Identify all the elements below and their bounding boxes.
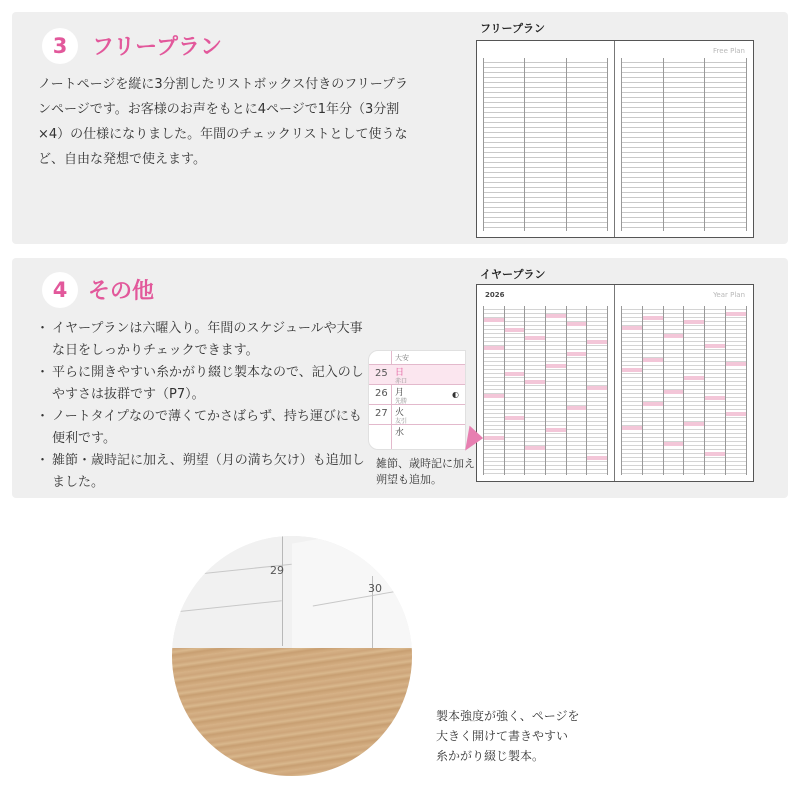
month-grid-left <box>483 306 608 475</box>
binding-photo <box>172 536 412 776</box>
feature-list <box>38 318 388 494</box>
section-number-badge: 3 <box>42 28 78 64</box>
zoom-row: 水 <box>395 428 405 438</box>
wooden-table <box>172 648 412 776</box>
section-title: フリープラン <box>92 35 223 60</box>
month-grid-right <box>621 306 747 475</box>
zoom-row: 27 火 友引 <box>369 405 465 425</box>
zoom-row: 25 日 赤口 <box>369 365 465 385</box>
page-label: Free Plan <box>713 47 745 55</box>
year-plan-right-page <box>615 285 753 481</box>
list-item: ・ ノートタイプなので薄くてかさばらず、持ち運びにも 便利です。 <box>38 406 388 450</box>
list-grid-right <box>621 58 747 231</box>
date-number: 30 <box>368 582 382 595</box>
year-plan-left-page <box>477 285 615 481</box>
moon-phase-icon: ◐ <box>452 390 459 399</box>
zoom-caption: 雑節、歳時記に加え 朔望も追加。 <box>376 457 475 486</box>
free-plan-thumbnail-title: フリープラン <box>480 22 546 35</box>
year-label: 2026 <box>485 291 505 299</box>
list-item: ・ イヤープランは六曜入り。年間のスケジュールや大事 な日をしっかりチェックできます。 <box>38 318 388 362</box>
year-plan-zoom-detail <box>368 350 466 450</box>
zoom-row: 26 月 先勝 ◐ <box>369 385 465 405</box>
list-item: ・ 平らに開きやすい糸かがり綴じ製本なので、記入のし やすさは抜群です（P7）。 <box>38 362 388 406</box>
page-label: Year Plan <box>713 291 745 299</box>
year-plan-thumbnail-title: イヤープラン <box>480 268 546 281</box>
section-number-badge: 4 <box>42 272 78 308</box>
year-plan-thumbnail <box>476 284 754 482</box>
list-item: ・ 雑節・歳時記に加え、朔望（月の満ち欠け）も追加し ました。 <box>38 450 388 494</box>
photo-caption: 製本強度が強く、ページを 大きく開けて書きやすい 糸かがり綴じ製本。 <box>436 709 580 763</box>
free-plan-left-page <box>477 41 615 237</box>
section-description: ノートページを縦に3分割したリストボックス付きのフリープラ ンページです。お客様のお声をもとに4ページで1年分（3分割 ×4）の仕様になりました。年間のチェックリストとして使うな ど、自由な発想で使えます。 <box>38 77 409 167</box>
date-number: 29 <box>270 564 284 577</box>
section-title: その他 <box>88 279 155 304</box>
free-plan-right-page <box>615 41 753 237</box>
list-grid-left <box>483 58 608 231</box>
free-plan-thumbnail <box>476 40 754 238</box>
zoom-row: 大安 <box>369 350 465 365</box>
